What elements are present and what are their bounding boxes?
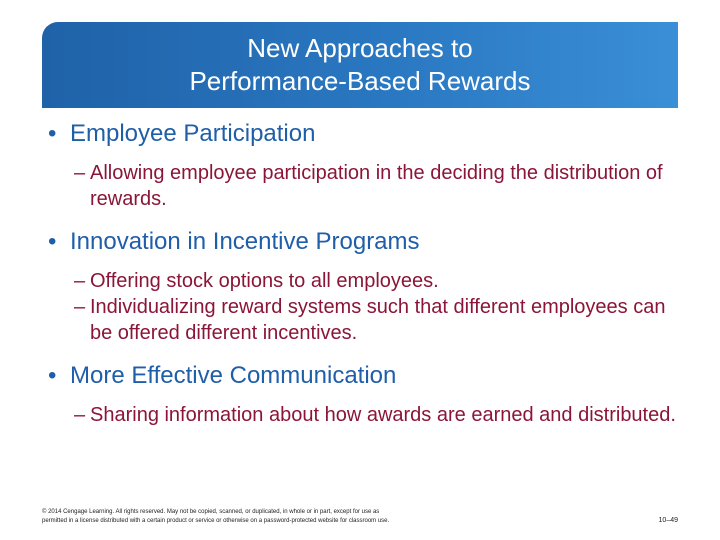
bullet-icon: • (48, 120, 57, 147)
dash-icon: – (74, 270, 86, 292)
copyright-footer: © 2014 Cengage Learning. All rights reserved. May not be copied, scanned, or duplicated, in whole or in part, except for use as permitted in a license distributed with a certain product or service or otherwise on a password-protected website for classroom use. (42, 509, 390, 524)
sub-item (74, 268, 688, 294)
bullet-heading (48, 360, 688, 392)
section-employee-participation (48, 118, 688, 212)
sub-item (74, 160, 688, 212)
heading-text: Employee Participation (70, 120, 316, 147)
bullet-icon: • (48, 362, 57, 389)
bullet-heading (48, 118, 688, 150)
slide-title: New Approaches to Performance-Based Rewards (189, 33, 531, 96)
sub-item-text: Offering stock options to all employees. (90, 270, 439, 292)
dash-icon: – (74, 162, 86, 184)
dash-icon: – (74, 296, 86, 318)
sub-item-text: Sharing information about how awards are earned and distributed. (90, 404, 676, 426)
sub-item-text: Individualizing reward systems such that different employees can be offered different incentives. (90, 296, 666, 344)
title-banner (42, 22, 678, 108)
heading-text: More Effective Communication (70, 362, 397, 389)
section-innovation-incentive-programs (48, 226, 688, 346)
dash-icon: – (74, 404, 86, 426)
heading-text: Innovation in Incentive Programs (70, 228, 420, 255)
sub-item (74, 402, 688, 428)
sub-item-text: Allowing employee participation in the deciding the distribution of rewards. (90, 162, 663, 210)
sub-item (74, 294, 688, 346)
page-number: 10–49 (658, 517, 678, 524)
bullet-icon: • (48, 228, 57, 255)
bullet-heading (48, 226, 688, 258)
slide-content (48, 118, 688, 442)
section-effective-communication (48, 360, 688, 428)
